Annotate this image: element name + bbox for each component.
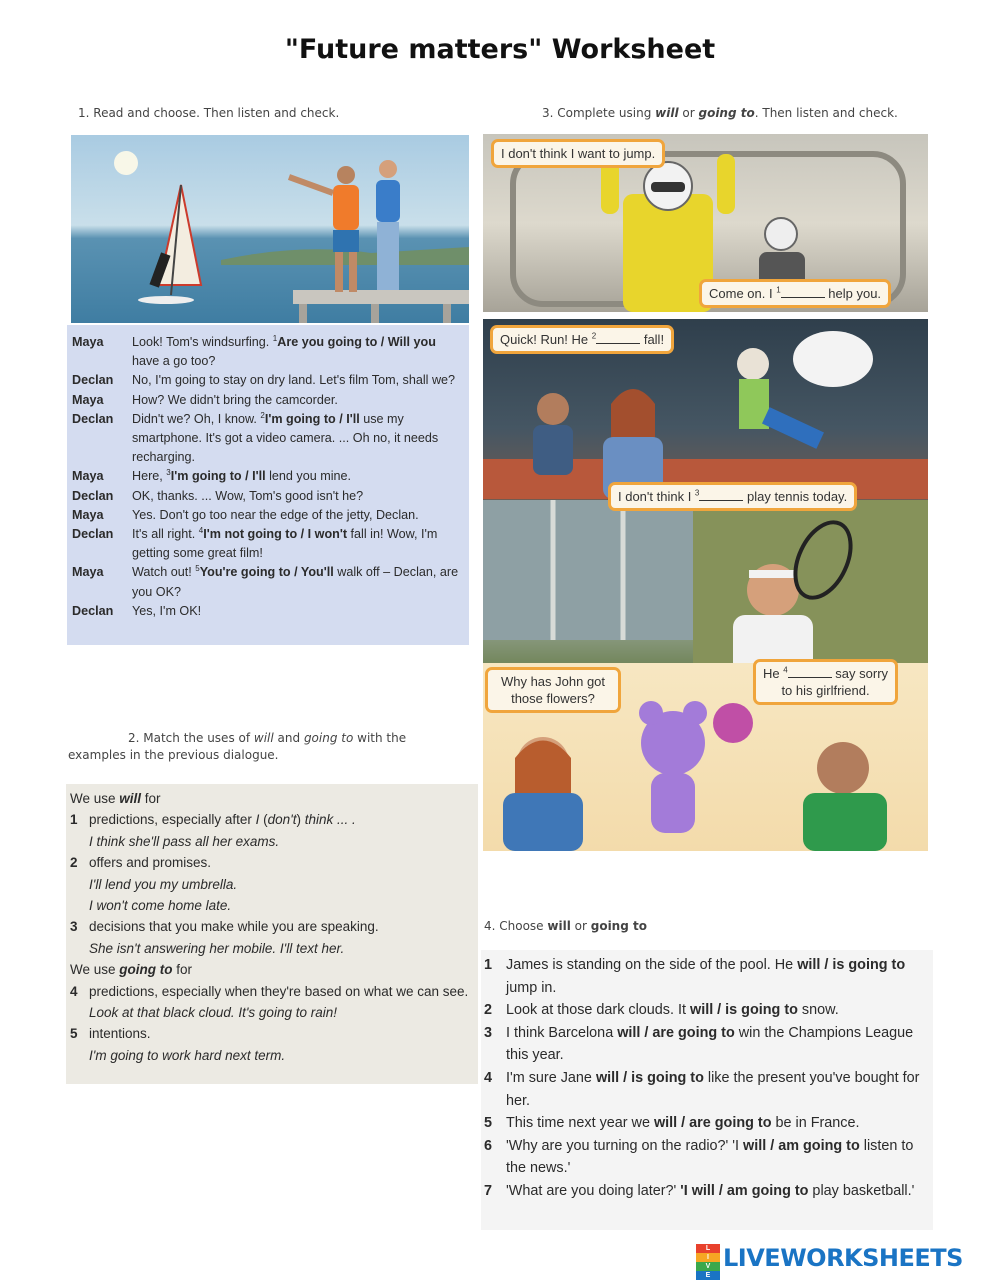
gap-number: 2 bbox=[591, 331, 597, 341]
use-example: I'll lend you my umbrella. bbox=[89, 876, 238, 892]
dialogue-fragment: Watch out! bbox=[132, 565, 196, 580]
dialogue-text bbox=[132, 333, 463, 371]
section4-will: will bbox=[547, 919, 571, 933]
page-title: "Future matters" Worksheet bbox=[284, 34, 716, 65]
section4-or: or bbox=[570, 919, 591, 933]
section2-will: will bbox=[253, 731, 274, 745]
choice-option[interactable]: will / am going to bbox=[743, 1137, 860, 1154]
bubble-text: I don't think I bbox=[618, 489, 695, 504]
dialogue-line bbox=[72, 467, 463, 486]
dialogue-text bbox=[132, 371, 463, 390]
dialogue-fragment: No, I'm going to stay on dry land. Let's film Tom, shall we? bbox=[132, 373, 456, 388]
use-item bbox=[70, 981, 470, 1002]
uses-box bbox=[66, 784, 478, 1084]
choice-number: 3 bbox=[166, 468, 171, 478]
use-text-i2: don't bbox=[267, 812, 297, 828]
dialogue-fragment: fall in! Wow, I'm getting some great film! bbox=[132, 527, 438, 561]
choice-option[interactable]: I'm going to / I'll bbox=[170, 469, 266, 484]
windsurf-illustration bbox=[71, 135, 469, 323]
speaker-name: Declan bbox=[72, 373, 114, 388]
bubble-dont-jump: I don't think I want to jump. bbox=[491, 139, 665, 168]
dialogue-fragment: Look! Tom's windsurfing. bbox=[132, 335, 273, 349]
item-number: 3 bbox=[484, 1024, 493, 1041]
item-fragment: 'What are you doing later?' bbox=[506, 1182, 681, 1199]
will-heading-c: for bbox=[141, 791, 161, 806]
item-text bbox=[506, 954, 929, 999]
dialogue-fragment: use my smartphone. It's got a video camera. ... Oh no, it needs recharging. bbox=[132, 411, 439, 465]
dialogue-fragment: How? We didn't bring the camcorder. bbox=[132, 392, 338, 407]
speaker-name: Declan bbox=[72, 527, 114, 542]
use-item bbox=[70, 1023, 470, 1044]
choice-option[interactable]: will / is going to bbox=[690, 1002, 798, 1019]
section3-will: will bbox=[655, 106, 679, 120]
item-fragment: win the Champions League this year. bbox=[506, 1024, 914, 1064]
section3-instruction bbox=[542, 106, 898, 120]
bubble-quick-run bbox=[490, 325, 674, 354]
comic-panel-skydive bbox=[483, 134, 928, 312]
section2-instruction-text: 2. Match the uses of bbox=[128, 731, 254, 745]
dialogue-text bbox=[132, 410, 463, 468]
dialogue-line bbox=[72, 602, 463, 621]
use-example: I'm going to work hard next term. bbox=[89, 1047, 286, 1063]
speaker-name: Declan bbox=[72, 411, 114, 426]
dialogue-text bbox=[132, 391, 463, 410]
item-number: 1 bbox=[484, 957, 493, 973]
dialogue-line bbox=[72, 410, 463, 468]
gap-blank bbox=[596, 334, 640, 344]
section1-instruction: 1. Read and choose. Then listen and check. bbox=[78, 106, 340, 120]
logo-text: LIVEWORKSHEETS bbox=[723, 1244, 963, 1272]
exercise-item bbox=[484, 1067, 929, 1112]
use-text-i3: think ... . bbox=[304, 812, 356, 828]
item-fragment: I'm sure Jane bbox=[506, 1069, 596, 1086]
section3-instruction-text: 3. Complete using bbox=[542, 106, 656, 120]
dialogue-text bbox=[132, 602, 463, 621]
section3-going-to: going to bbox=[698, 106, 755, 120]
speaker-name: Maya bbox=[72, 507, 104, 522]
use-text: intentions. bbox=[89, 1026, 151, 1042]
item-number: 7 bbox=[484, 1182, 493, 1199]
item-text bbox=[506, 1067, 929, 1112]
dialogue-line bbox=[72, 525, 463, 563]
use-text-c: ) bbox=[296, 812, 305, 828]
section2-going-to: going to bbox=[303, 731, 354, 745]
dialogue-fragment: OK, thanks. ... Wow, Tom's good isn't he? bbox=[132, 488, 364, 503]
choice-option[interactable]: Are you going to / Will you bbox=[277, 335, 436, 349]
tennis-scene-image bbox=[483, 500, 928, 675]
use-text-a: predictions, especially after bbox=[89, 812, 256, 828]
use-text bbox=[89, 809, 356, 830]
item-number: 6 bbox=[484, 1137, 493, 1154]
dialogue-line bbox=[72, 333, 463, 371]
logo-badge-icon bbox=[696, 1244, 720, 1279]
section3-or: or bbox=[678, 106, 699, 120]
exercise-item bbox=[484, 954, 929, 999]
logo-badge-letter: E bbox=[696, 1271, 720, 1280]
speaker-name: Declan bbox=[72, 603, 114, 618]
bubble-play-tennis bbox=[608, 482, 857, 511]
use-number: 3 bbox=[70, 919, 78, 935]
bubble-line: those flowers? bbox=[511, 691, 595, 706]
bubble-why-flowers bbox=[485, 667, 621, 713]
use-example: I won't come home late. bbox=[89, 898, 232, 914]
item-fragment: This time next year we bbox=[506, 1115, 654, 1132]
dialogue-fragment: It's all right. bbox=[132, 527, 199, 542]
item-fragment: I think Barcelona bbox=[506, 1024, 618, 1041]
gap-blank bbox=[699, 491, 743, 501]
beach-scene-image bbox=[71, 135, 469, 323]
going-heading-c: for bbox=[172, 962, 193, 978]
dialogue-line bbox=[72, 563, 463, 601]
use-text: offers and promises. bbox=[89, 855, 212, 871]
bubble-text: help you. bbox=[824, 286, 882, 301]
gap-number: 4 bbox=[783, 665, 788, 675]
dialogue-line bbox=[72, 506, 463, 525]
bubble-line: Why has John got bbox=[500, 674, 606, 689]
choice-option[interactable]: You're going to / You'll bbox=[199, 565, 334, 580]
item-fragment: James is standing on the side of the pool. He bbox=[506, 957, 798, 973]
item-fragment: Look at those dark clouds. It bbox=[506, 1002, 690, 1019]
bubble-say-sorry bbox=[753, 659, 898, 705]
section4-going-to: going to bbox=[590, 919, 647, 933]
item-number: 5 bbox=[484, 1115, 493, 1132]
use-text: decisions that you make while you are speaking. bbox=[89, 919, 379, 935]
dialogue-text bbox=[132, 525, 463, 563]
dialogue-box bbox=[67, 325, 469, 645]
item-text bbox=[506, 1112, 860, 1135]
item-fragment: like the present you've bought for her. bbox=[506, 1069, 920, 1109]
dialogue-fragment: walk off – Declan, are you OK? bbox=[132, 565, 459, 599]
item-text bbox=[506, 1135, 929, 1180]
going-heading-a: We use bbox=[70, 962, 120, 978]
choice-option[interactable]: 'I will / am going to bbox=[680, 1182, 809, 1199]
bubble-help-you bbox=[699, 279, 891, 308]
dialogue-line bbox=[72, 391, 463, 410]
choice-number: 5 bbox=[195, 564, 200, 574]
use-number: 2 bbox=[70, 855, 78, 871]
choice-number: 4 bbox=[198, 525, 204, 535]
section2-and: and bbox=[273, 731, 304, 745]
item-fragment: listen to the news.' bbox=[506, 1137, 914, 1177]
exercise-item bbox=[484, 1112, 929, 1135]
exercise-item bbox=[484, 1022, 929, 1067]
bubble-text: Quick! Run! He bbox=[500, 332, 592, 347]
choice-option[interactable]: will / are going to bbox=[653, 1115, 772, 1132]
dialogue-line bbox=[72, 371, 463, 390]
speaker-name: Maya bbox=[72, 392, 104, 407]
use-example: She isn't answering her mobile. I'll text her. bbox=[89, 940, 345, 956]
dialogue-fragment: Yes, I'm OK! bbox=[132, 603, 202, 618]
bubble-text: say sorry bbox=[831, 666, 889, 681]
dialogue-fragment: have a go too? bbox=[132, 354, 216, 369]
dialogue-fragment: Didn't we? Oh, I know. bbox=[132, 411, 261, 426]
dialogue-fragment: Yes. Don't go too near the edge of the jetty, Declan. bbox=[132, 507, 419, 522]
will-heading bbox=[70, 788, 470, 809]
dialogue-line bbox=[72, 487, 463, 506]
item-fragment: 'Why are you turning on the radio?' 'I bbox=[506, 1137, 744, 1154]
choice-option[interactable]: will / are going to bbox=[617, 1024, 735, 1041]
section2-instruction-end: with the bbox=[353, 731, 407, 745]
item-fragment: jump in. bbox=[506, 979, 557, 996]
choice-number: 1 bbox=[272, 333, 278, 343]
item-text bbox=[506, 999, 839, 1022]
gap-blank bbox=[788, 668, 832, 678]
item-fragment: snow. bbox=[797, 1002, 839, 1019]
use-text-b: ( bbox=[259, 812, 268, 828]
speaker-name: Maya bbox=[72, 565, 104, 580]
dialogue-text bbox=[132, 467, 463, 486]
item-fragment: be in France. bbox=[771, 1115, 860, 1132]
logo-badge-letter: L bbox=[696, 1244, 720, 1253]
logo-badge-letter: V bbox=[696, 1262, 720, 1271]
speaker-name: Maya bbox=[72, 335, 104, 349]
dialogue-text bbox=[132, 563, 463, 601]
use-example: I think she'll pass all her exams. bbox=[89, 833, 280, 849]
dialogue-text bbox=[132, 506, 463, 525]
speaker-name: Declan bbox=[72, 488, 114, 503]
bubble-text: fall! bbox=[640, 332, 665, 347]
going-heading-b: going to bbox=[119, 962, 173, 978]
will-heading-b: will bbox=[119, 791, 142, 806]
gap-blank bbox=[781, 288, 825, 298]
section4-instruction-text: 4. Choose bbox=[484, 919, 548, 933]
item-fragment: play basketball.' bbox=[808, 1182, 915, 1199]
item-text bbox=[506, 1180, 914, 1203]
use-item bbox=[70, 852, 470, 873]
dialogue-fragment: lend you mine. bbox=[265, 469, 352, 484]
section2-instruction-line2: examples in the previous dialogue. bbox=[68, 748, 279, 762]
gap-number: 1 bbox=[776, 285, 781, 295]
choice-option[interactable]: will / is going to bbox=[797, 957, 906, 973]
item-text bbox=[506, 1022, 929, 1067]
bubble-text: play tennis today. bbox=[743, 489, 848, 504]
choice-option[interactable]: I'm going to / I'll bbox=[264, 411, 360, 426]
will-heading-a: We use bbox=[70, 791, 120, 806]
item-number: 2 bbox=[484, 1002, 493, 1019]
choice-number: 2 bbox=[260, 410, 265, 420]
use-text: predictions, especially when they're based on what we can see. bbox=[89, 983, 469, 999]
bubble-line: to his girlfriend. bbox=[781, 683, 870, 698]
section2-instruction bbox=[128, 731, 406, 745]
use-example: Look at that black cloud. It's going to rain! bbox=[89, 1005, 337, 1021]
logo-badge-letter: I bbox=[696, 1253, 720, 1262]
bubble-text: He bbox=[763, 666, 784, 681]
section3-instruction-end: . Then listen and check. bbox=[754, 106, 898, 120]
speaker-name: Maya bbox=[72, 469, 104, 484]
exercise-item bbox=[484, 1135, 929, 1180]
use-item bbox=[70, 916, 470, 937]
going-heading bbox=[70, 959, 470, 980]
choose-box bbox=[481, 950, 933, 1230]
exercise-item bbox=[484, 1180, 929, 1203]
use-item bbox=[70, 809, 470, 830]
choice-option[interactable]: I'm not going to / I won't bbox=[203, 527, 348, 542]
choice-option[interactable]: will / is going to bbox=[595, 1069, 704, 1086]
use-text-i: I bbox=[255, 812, 260, 828]
dialogue-fragment: Here, bbox=[132, 469, 167, 484]
use-number: 5 bbox=[70, 1026, 78, 1042]
use-number: 1 bbox=[70, 812, 78, 828]
use-number: 4 bbox=[70, 983, 78, 999]
comic-panel-flowers bbox=[483, 663, 928, 851]
dialogue-text bbox=[132, 487, 463, 506]
bubble-text: Come on. I bbox=[709, 286, 777, 301]
item-number: 4 bbox=[484, 1069, 493, 1086]
liveworksheets-logo bbox=[696, 1244, 963, 1279]
section4-instruction bbox=[484, 919, 647, 933]
exercise-item bbox=[484, 999, 929, 1022]
gap-number: 3 bbox=[694, 488, 700, 498]
comic-panel-tennis bbox=[483, 488, 928, 675]
